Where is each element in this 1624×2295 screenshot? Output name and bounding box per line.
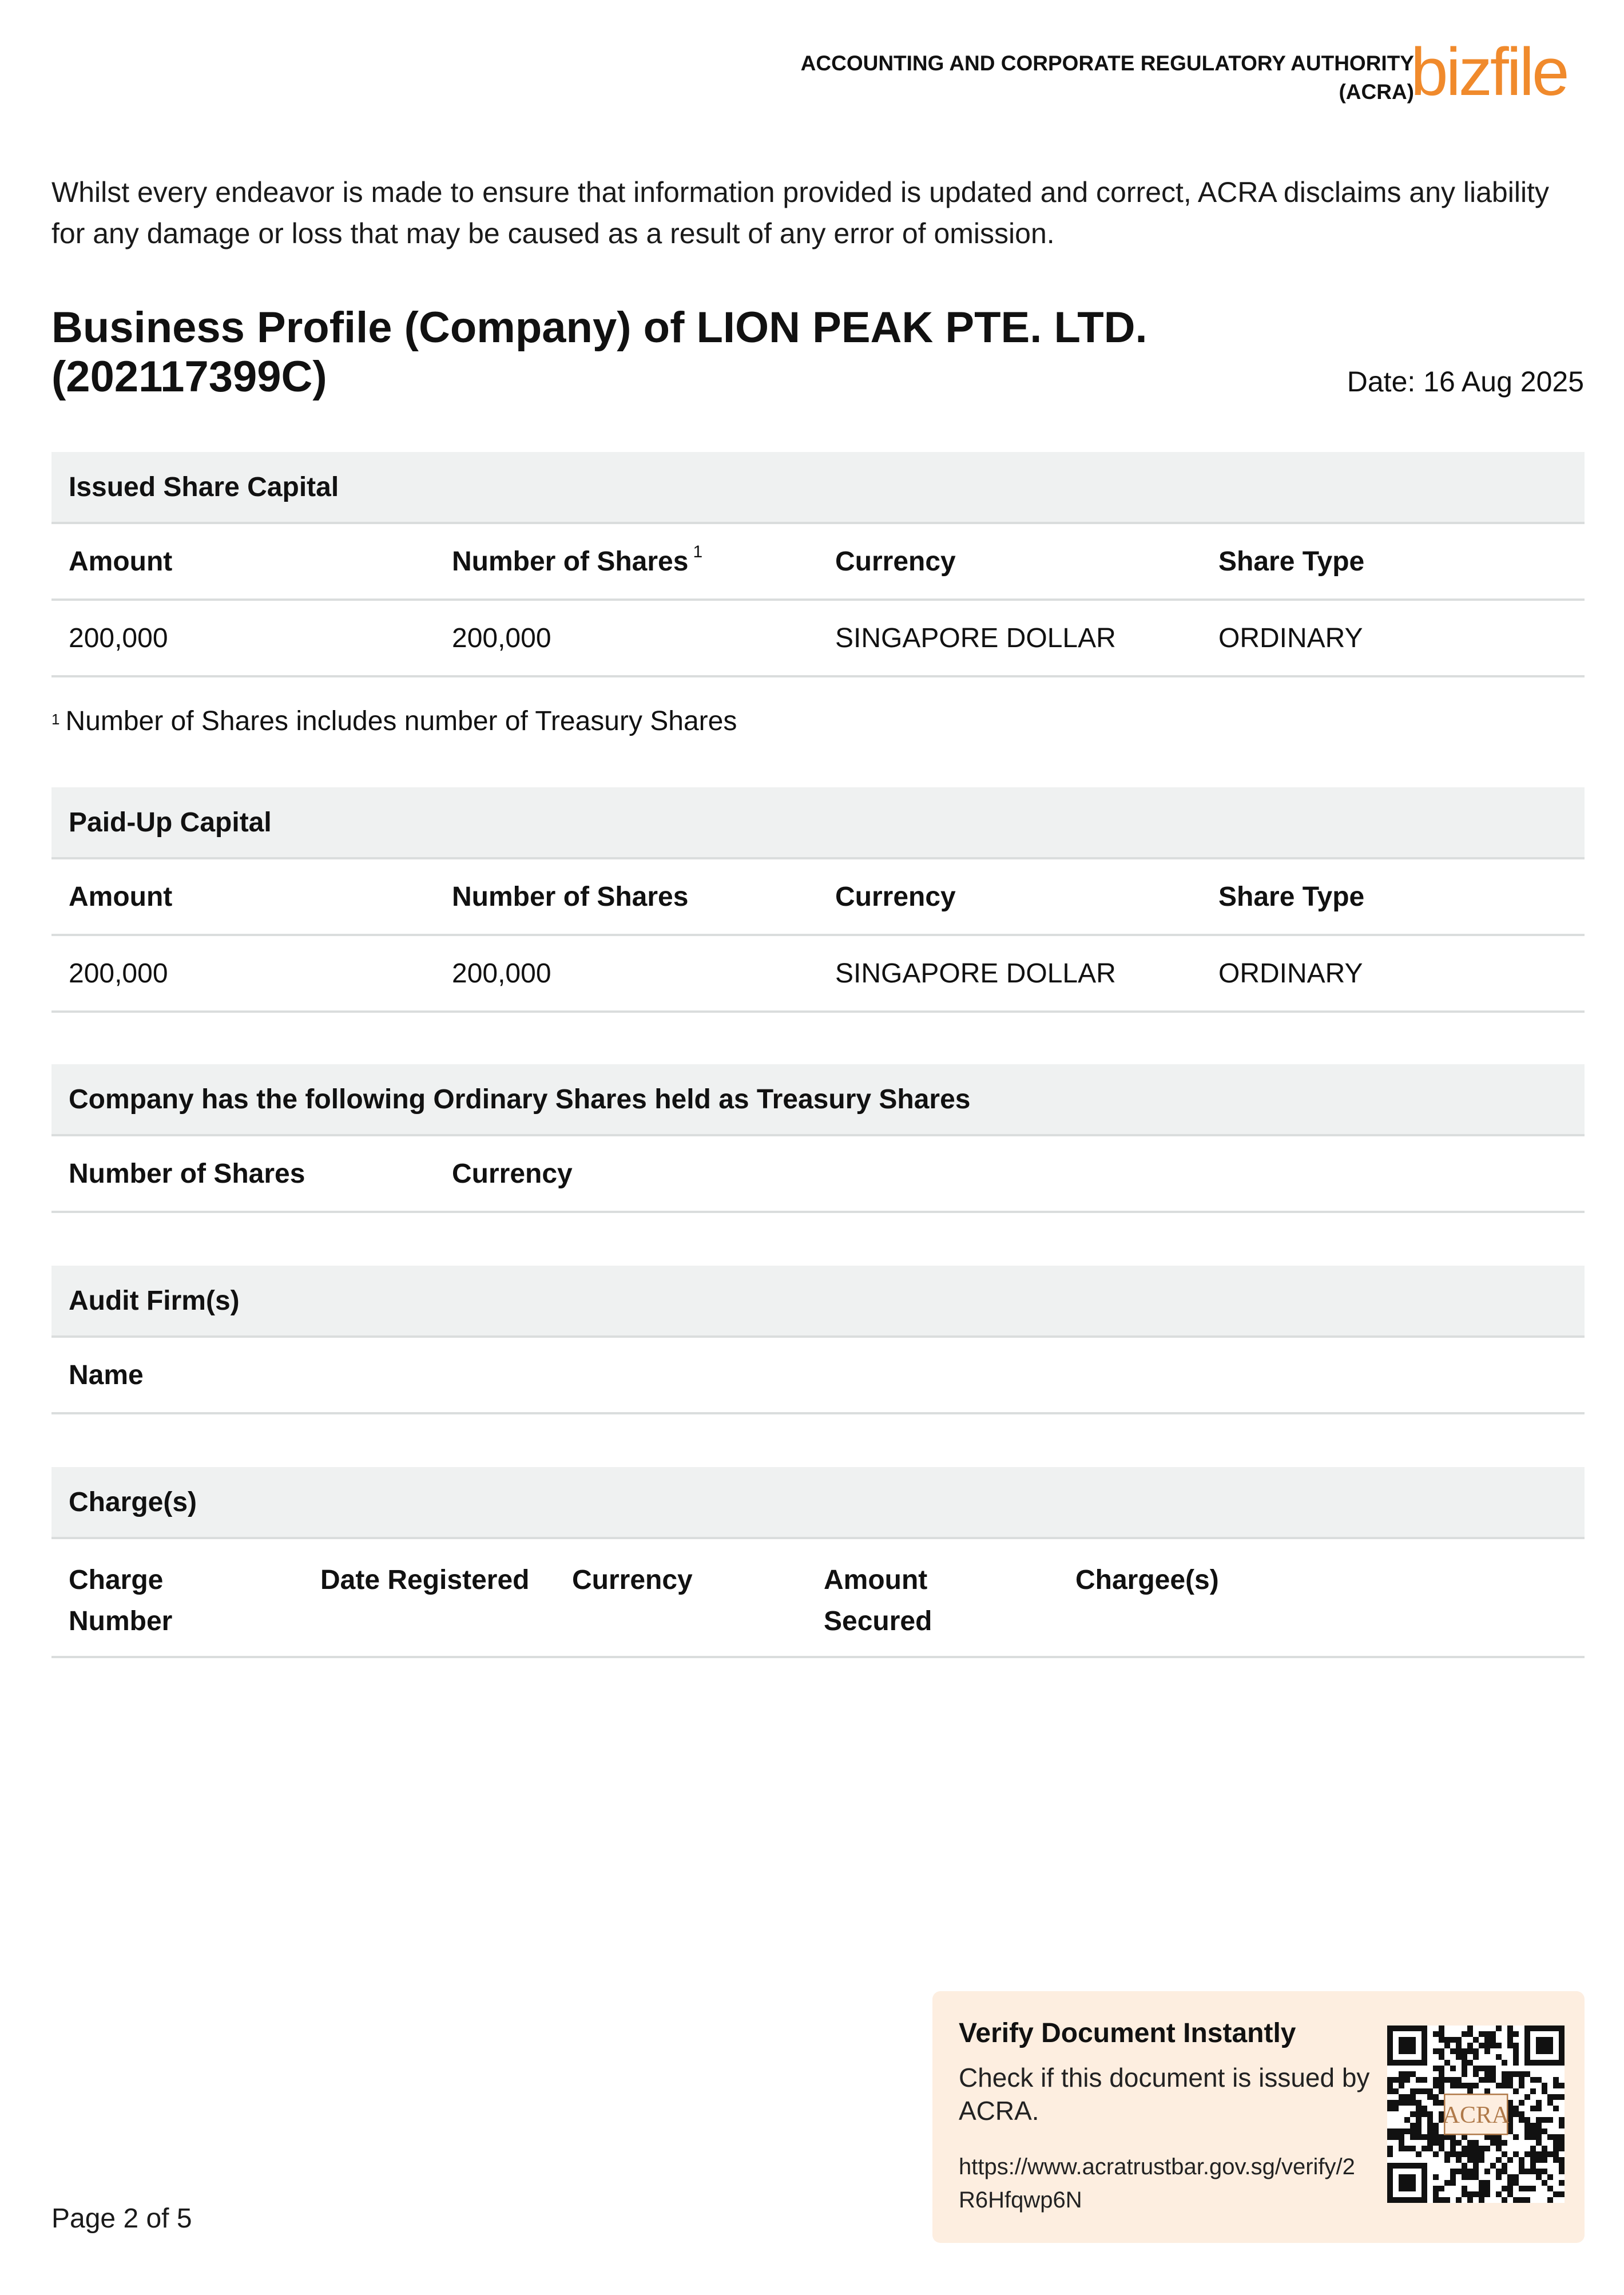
col-amount: Amount bbox=[69, 546, 173, 577]
verify-title: Verify Document Instantly bbox=[959, 2018, 1296, 2048]
authority-line-2: (ACRA) bbox=[1339, 80, 1414, 104]
header-number-of-shares: Number of Shares bbox=[452, 546, 689, 577]
cell-amount: 200,000 bbox=[69, 623, 168, 653]
header-line: Date Registered bbox=[320, 1565, 530, 1595]
page-title bbox=[51, 303, 1196, 402]
bizfile-logo bbox=[1411, 38, 1582, 112]
authority-line-1: ACCOUNTING AND CORPORATE REGULATORY AUTHORITY bbox=[800, 51, 1414, 75]
table-row bbox=[51, 601, 1585, 677]
footnote-marker: 1 bbox=[693, 542, 703, 561]
col-currency: Currency bbox=[452, 1158, 573, 1189]
footnote-number: 1 bbox=[51, 711, 60, 728]
verify-description: Check if this document is issued by ACRA. bbox=[959, 2063, 1370, 2126]
cell-share-type: ORDINARY bbox=[1218, 623, 1363, 653]
section-heading: Audit Firm(s) bbox=[51, 1266, 1585, 1338]
treasury-shares-section bbox=[51, 1064, 1585, 1213]
section-heading: Paid-Up Capital bbox=[51, 787, 1585, 859]
col-chargees bbox=[1058, 1560, 1310, 1601]
table-header-row bbox=[51, 1136, 1585, 1213]
issued-share-capital-section bbox=[51, 452, 1585, 677]
section-heading: Issued Share Capital bbox=[51, 452, 1585, 524]
charges-section bbox=[51, 1467, 1585, 1658]
audit-firms-section bbox=[51, 1266, 1585, 1414]
footnote bbox=[51, 701, 737, 742]
qr-code[interactable] bbox=[1387, 2026, 1565, 2203]
disclaimer-text: Whilst every endeavor is made to ensure that information provided is updated and correct, ACRA disclaims any liability for any damage or loss that may be caused as a result of any error of omission. bbox=[51, 176, 1549, 249]
col-share-type: Share Type bbox=[1218, 546, 1365, 577]
paid-up-capital-section bbox=[51, 787, 1585, 1013]
authority-name bbox=[670, 49, 1414, 106]
document-date: Date: 16 Aug 2025 bbox=[1347, 366, 1584, 398]
verify-document-box bbox=[932, 1991, 1585, 2243]
footnote-text: Number of Shares includes number of Treasury Shares bbox=[65, 706, 737, 736]
page-number: Page 2 of 5 bbox=[51, 2203, 192, 2234]
logo-text: bizfile bbox=[1411, 38, 1567, 110]
col-number-of-shares: Number of Shares bbox=[452, 881, 689, 912]
table-header-row bbox=[51, 1539, 1585, 1658]
col-currency bbox=[555, 1560, 807, 1601]
col-charge-number bbox=[51, 1560, 303, 1642]
table-header-row bbox=[51, 524, 1585, 601]
col-date-registered bbox=[303, 1560, 555, 1601]
header-line: Charge bbox=[69, 1565, 164, 1595]
header-line: Currency bbox=[572, 1565, 693, 1595]
col-name: Name bbox=[69, 1359, 144, 1390]
col-currency: Currency bbox=[835, 546, 956, 577]
cell-currency: SINGAPORE DOLLAR bbox=[835, 958, 1116, 989]
table-header-row bbox=[51, 859, 1585, 936]
section-heading: Company has the following Ordinary Shares held as Treasury Shares bbox=[51, 1064, 1585, 1136]
cell-number-of-shares: 200,000 bbox=[452, 623, 551, 653]
col-amount: Amount bbox=[69, 881, 173, 912]
cell-share-type: ORDINARY bbox=[1218, 958, 1363, 989]
col-number-of-shares: Number of Shares bbox=[69, 1158, 305, 1189]
table-header-row bbox=[51, 1338, 1585, 1414]
cell-number-of-shares: 200,000 bbox=[452, 958, 551, 989]
col-share-type: Share Type bbox=[1218, 881, 1365, 912]
header-line: Amount bbox=[824, 1565, 928, 1595]
cell-amount: 200,000 bbox=[69, 958, 168, 989]
qr-center-logo: ACRA bbox=[1442, 2102, 1510, 2128]
table-row bbox=[51, 936, 1585, 1013]
title-uen: (202117399C) bbox=[51, 352, 327, 401]
title-company: Business Profile (Company) of LION PEAK PTE. LTD. bbox=[51, 303, 1147, 352]
verify-url-link[interactable]: https://www.acratrustbar.gov.sg/verify/2R6Hfqwp6N bbox=[959, 2154, 1355, 2213]
header-line: Number bbox=[69, 1606, 173, 1636]
header-line: Secured bbox=[824, 1606, 932, 1636]
cell-currency: SINGAPORE DOLLAR bbox=[835, 623, 1116, 653]
col-number-of-shares bbox=[435, 542, 818, 577]
col-currency: Currency bbox=[835, 881, 956, 912]
section-heading: Charge(s) bbox=[51, 1467, 1585, 1539]
col-amount-secured bbox=[807, 1560, 1058, 1642]
header-line: Chargee(s) bbox=[1075, 1565, 1219, 1595]
